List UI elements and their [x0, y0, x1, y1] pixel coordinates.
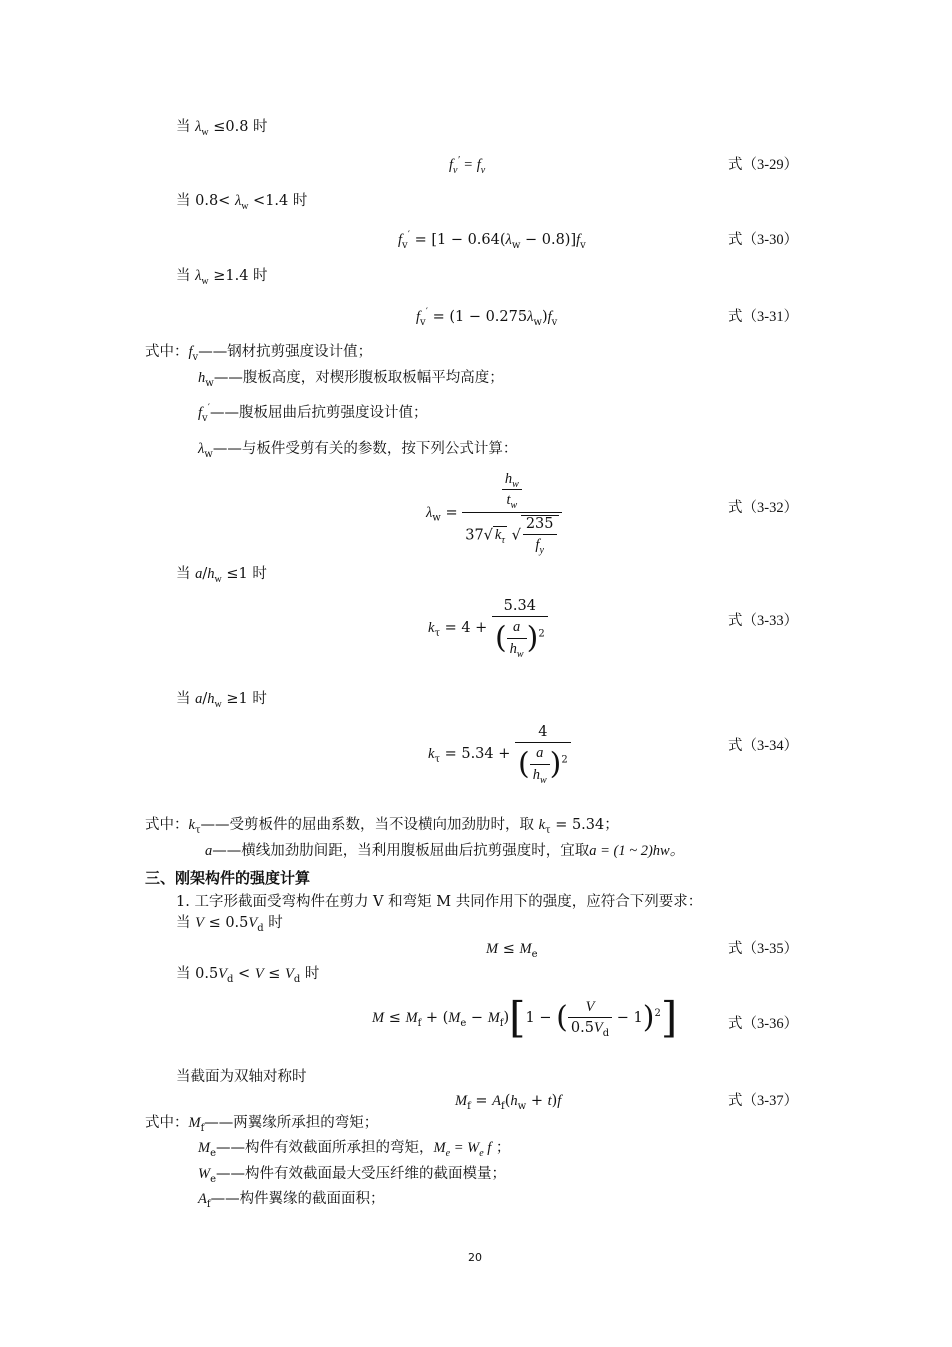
equation-number-3-36: 式（3-36） [728, 1016, 799, 1032]
equation-3-36: $M \le M_f + (M_e - M_f)[1$ − ( $\frac{V}{0.5V_d}$ − 1)$^2$] [372, 993, 678, 1042]
equation-number-3-33: 式（3-33） [728, 613, 799, 629]
equation-3-35: $M \le M_e$ [486, 941, 538, 960]
definition-fv-prime: $f_v'——$腹板屈曲后抗剪强度设计值； [198, 403, 428, 424]
definition-k-tau: 式中：$k_\tau——$受剪板件的屈曲系数，当不设横向加劲肋时，取 $k_\tau = 5.34$； [145, 817, 619, 836]
page-number: 20 [468, 1251, 482, 1264]
definition-af: $A_f——$构件翼缘的截面面积； [198, 1191, 385, 1210]
equation-3-33: $k_\tau = 4$ + 5.34 ( $\frac{a}{h_w}$ )$^2$ [428, 598, 548, 658]
condition-1: 当 $\lambda_w \le 0.8$ 时 [176, 119, 268, 138]
equation-3-37: $M_f = A_f(h_w + t)f$ [455, 1093, 562, 1112]
definition-we: $W_e——$构件有效截面最大受压纤维的截面模量； [198, 1166, 507, 1185]
equation-3-30: $f_v' = [1 - 0.64(\lambda_w - 0.8)]f_v$ [398, 230, 586, 251]
condition-2: 当 $0.8< \lambda_w <1.4$ 时 [176, 193, 308, 212]
condition-6: 当 $V \le 0.5V_d$ 时 [176, 915, 283, 934]
section-heading: 三、刚架构件的强度计算 [145, 869, 311, 887]
definition-lambda-w: $\lambda_w——$与板件受剪有关的参数，按下列公式计算： [198, 441, 518, 460]
equation-number-3-30: 式（3-30） [728, 232, 799, 248]
condition-4: 当 $a/h_w \le 1$ 时 [176, 566, 267, 585]
equation-3-29: $f_v' = f_v$ [449, 155, 486, 176]
condition-8: 当截面为双轴对称时 [176, 1069, 307, 1085]
condition-7: 当 $0.5V_d < V \le V_d$ 时 [176, 966, 320, 985]
definition-a: a——横线加劲肋间距，当利用腹板屈曲后抗剪强度时，宜取a = (1 ~ 2)hw。 [205, 843, 685, 859]
definition-hw: $h_w——$腹板高度，对楔形腹板取板幅平均高度； [198, 370, 504, 389]
equation-number-3-31: 式（3-31） [728, 309, 799, 325]
equation-3-31: $f_v' = (1 - 0.275\lambda_w)f_v$ [416, 307, 558, 328]
equation-number-3-34: 式（3-34） [728, 738, 799, 754]
equation-3-32: $\lambda_w$ = $\frac{h_w}{t_w}$ 37√ $k_\tau$ √ $\frac{235}{f_y}$ [426, 471, 562, 555]
equation-number-3-32: 式（3-32） [728, 500, 799, 516]
definition-mf: 式中：$M_f——$两翼缘所承担的弯矩； [145, 1115, 379, 1134]
equation-number-3-29: 式（3-29） [728, 157, 799, 173]
equation-3-34: $k_\tau = 5.34$ + 4 ( $\frac{a}{h_w}$ )$^2$ [428, 724, 571, 784]
equation-number-3-37: 式（3-37） [728, 1093, 799, 1109]
definition-me: $M_e——$构件有效截面所承担的弯矩，$M_e = W_e$ f ； [198, 1140, 511, 1159]
condition-3: 当 $\lambda_w \ge 1.4$ 时 [176, 268, 268, 287]
paragraph-1: 1. 工字形截面受弯构件在剪力 V 和弯矩 M 共同作用下的强度，应符合下列要求： [176, 894, 703, 910]
condition-5: 当 $a/h_w \ge 1$ 时 [176, 691, 267, 710]
equation-number-3-35: 式（3-35） [728, 941, 799, 957]
where-label-1: 式中：$f_v——$钢材抗剪强度设计值； [145, 344, 373, 363]
